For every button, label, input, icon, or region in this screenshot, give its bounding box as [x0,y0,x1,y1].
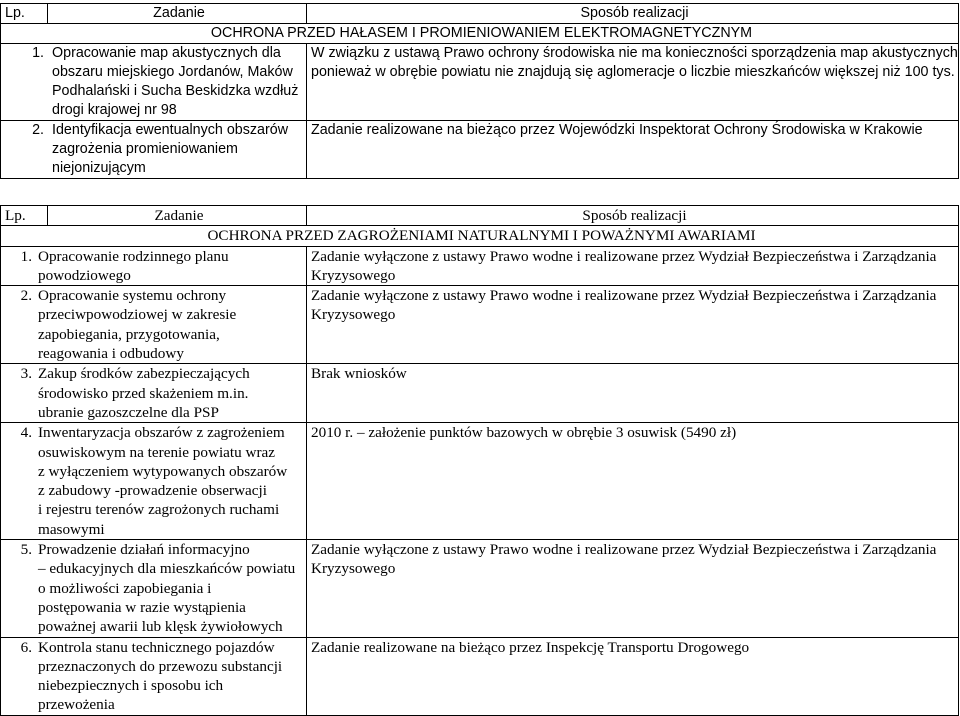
header-lp: Lp. [1,206,48,226]
row-number: 2. [32,122,44,138]
row-task: Prowadzenie działań informacyjno – edukacyjnych dla mieszkańców powiatu o możliwości zapobiegania i postępowania w razie wystąpienia poważnej awarii lub klęsk żywiołowych [38,541,296,636]
row-number: 2. [20,287,32,305]
header-method: Sposób realizacji [307,206,959,226]
header-task: Zadanie [48,206,307,226]
table-row [1,540,959,637]
row-method: Brak wniosków [307,364,959,423]
row-method: Zadanie wyłączone z ustawy Prawo wodne i realizowane przez Wydział Bezpieczeństwa i Zarządzania Kryzysowego [307,540,959,637]
table-header-row [1,4,959,24]
row-method: Zadanie realizowane na bieżąco przez Wojewódzki Inspektorat Ochrony Środowiska w Krakowie [307,121,959,179]
row-task: Identyfikacja ewentualnych obszarów zagrożenia promieniowaniem niejonizującym [52,122,289,176]
header-task: Zadanie [48,4,307,24]
row-method: W związku z ustawą Prawo ochrony środowiska nie ma konieczności sporządzenia map akustycznych ponieważ w obrębie powiatu nie znajdują się aglomeracje o liczbie mieszkańców większej niż 100 tys. [307,44,959,121]
row-number: 1. [20,247,32,265]
row-method: Zadanie wyłączone z ustawy Prawo wodne i realizowane przez Wydział Bezpieczeństwa i Zarządzania Kryzysowego [307,246,959,286]
row-number: 3. [20,365,32,383]
table-row [1,286,959,364]
table-row [1,423,959,540]
row-task: Opracowanie map akustycznych dla obszaru miejskiego Jordanów, Maków Podhalański i Sucha Beskidzka wzdłuż drogi krajowej nr 98 [52,45,299,118]
table-header-row [1,206,959,226]
row-method: Zadanie wyłączone z ustawy Prawo wodne i realizowane przez Wydział Bezpieczeństwa i Zarządzania Kryzysowego [307,286,959,364]
row-task: Zakup środków zabezpieczających środowisko przed skażeniem m.in. ubranie gazoszczelne dla PSP [38,365,250,421]
row-task: Inwentaryzacja obszarów z zagrożeniem osuwiskowym na terenie powiatu wraz z wyłączeniem wytypowanych obszarów z zabudowy -prowadzenie obserwacji i rejestru terenów zagrożonych ruchami masowymi [38,424,288,538]
table-row [1,364,959,423]
row-number: 6. [20,638,32,656]
row-number: 4. [20,424,32,442]
section-title: OCHRONA PRZED HAŁASEM I PROMIENIOWANIEM ELEKTROMAGNETYCZNYM [1,24,959,44]
header-method: Sposób realizacji [307,4,959,24]
row-task: Kontrola stanu technicznego pojazdów przeznaczonych do przewozu substancji niebezpiecznych i sposobu ich przewożenia [38,638,283,714]
table-row [1,121,959,179]
table-row [1,637,959,715]
row-number: 1. [32,45,44,61]
noise-radiation-table [0,3,959,179]
row-task: Opracowanie rodzinnego planu powodziowego [38,247,229,284]
table-row [1,44,959,121]
header-lp: Lp. [1,4,48,24]
section-row [1,226,959,246]
row-method: Zadanie realizowane na bieżąco przez Inspekcję Transportu Drogowego [307,637,959,715]
row-number: 5. [20,541,32,559]
section-row [1,24,959,44]
hazards-table [0,205,959,716]
table-row [1,246,959,286]
row-method: 2010 r. – założenie punktów bazowych w obrębie 3 osuwisk (5490 zł) [307,423,959,540]
section-title: OCHRONA PRZED ZAGROŻENIAMI NATURALNYMI I POWAŻNYMI AWARIAMI [1,226,959,246]
row-task: Opracowanie systemu ochrony przeciwpowodziowej w zakresie zapobiegania, przygotowania, reagowania i odbudowy [38,287,237,363]
